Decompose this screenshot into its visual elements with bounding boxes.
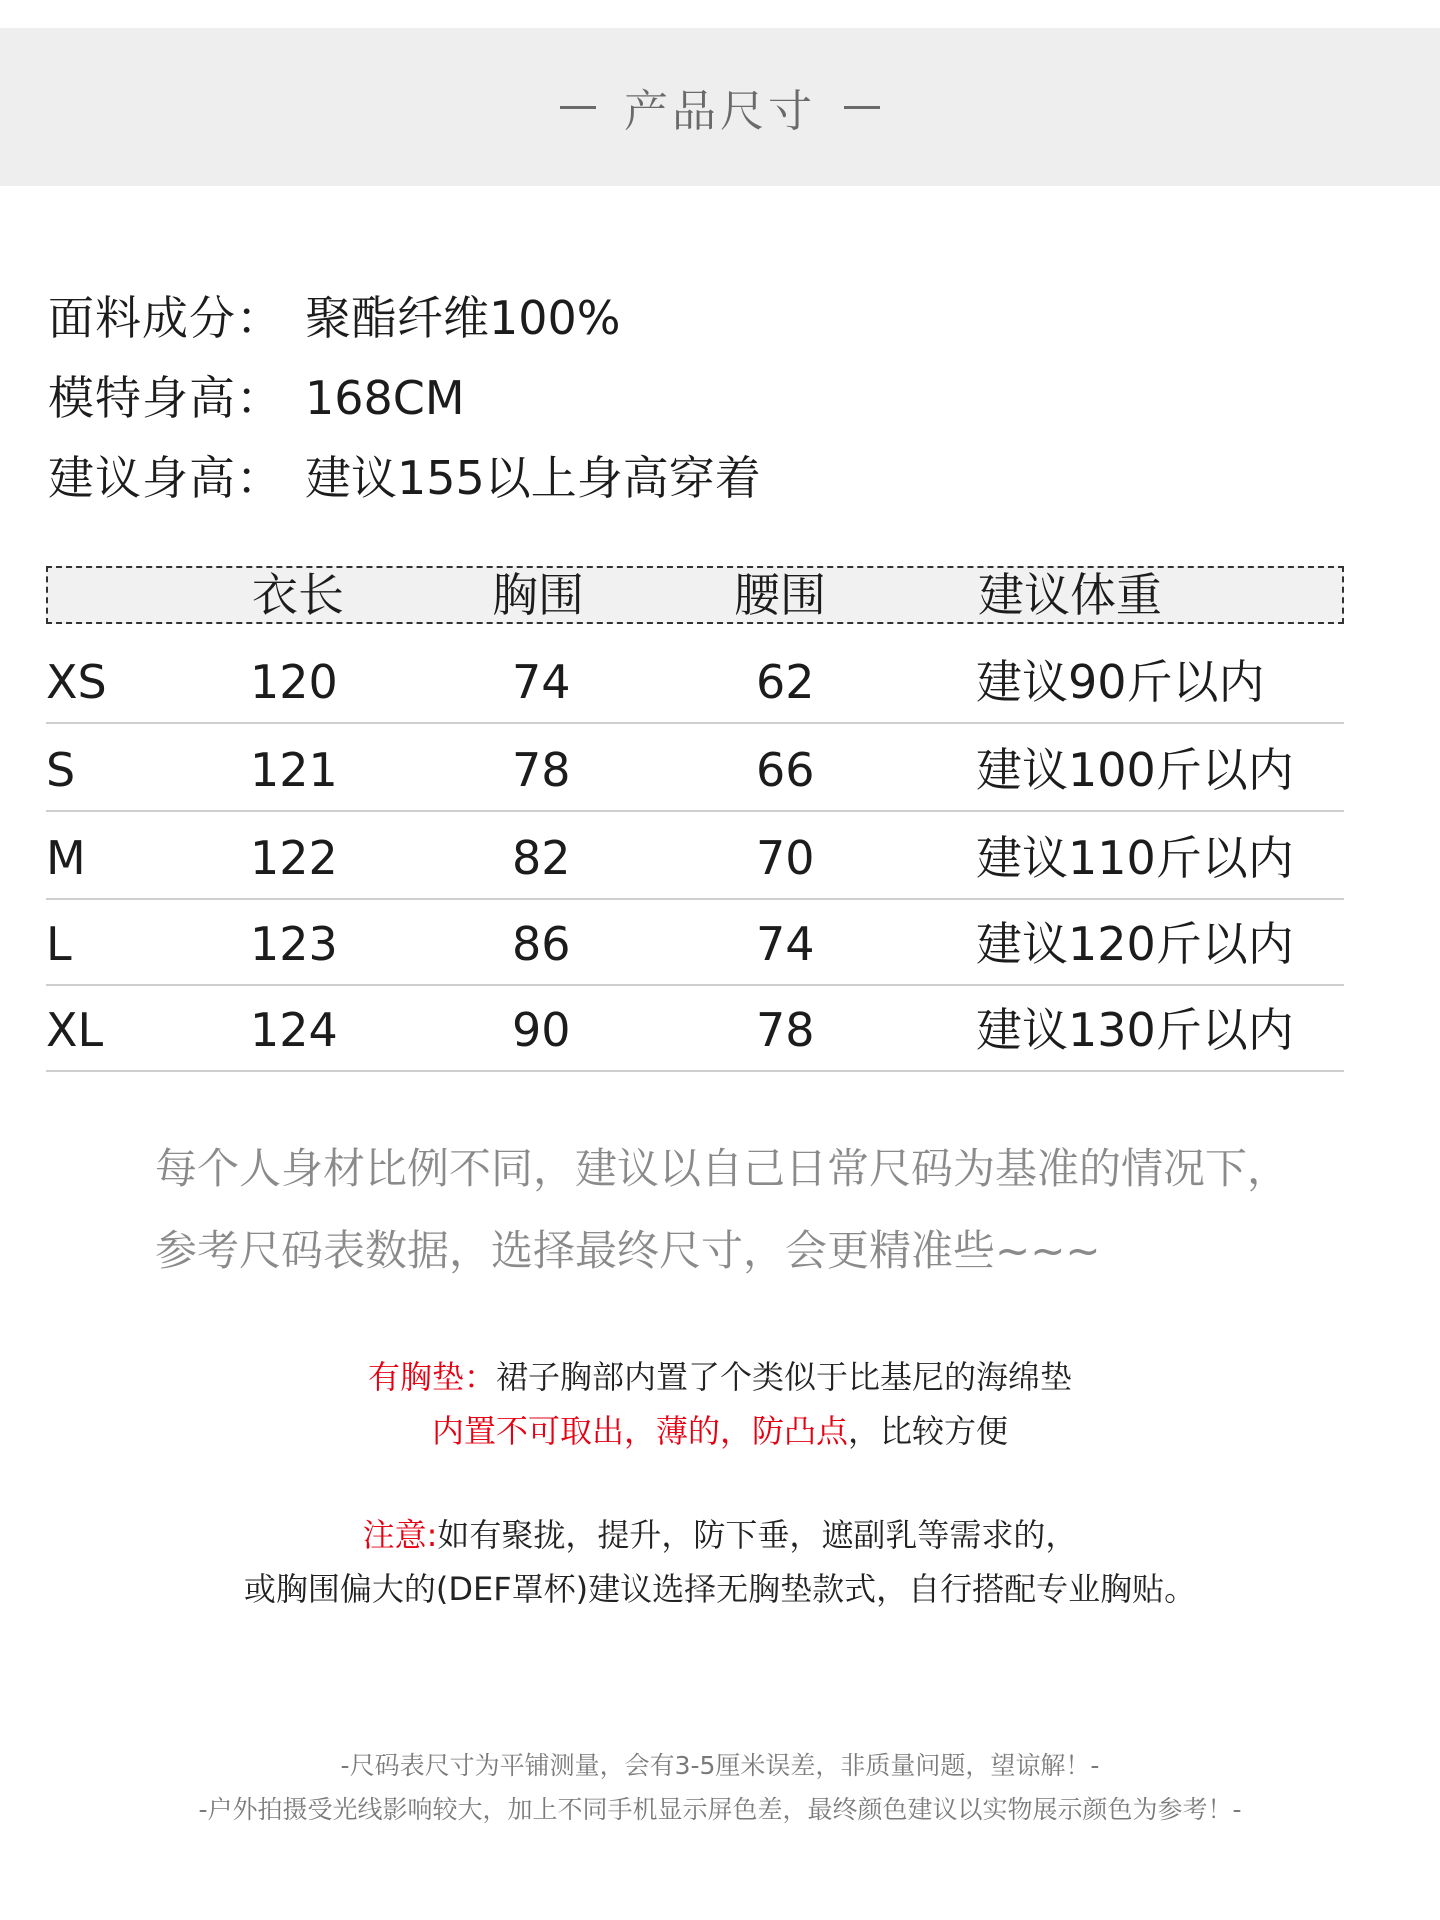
weight-cell: 建议110斤以内	[976, 831, 1294, 885]
size-cell: XL	[46, 1003, 104, 1057]
waist-cell: 70	[756, 831, 815, 885]
column-header-waist: 腰围	[734, 568, 826, 622]
spec-label: 模特身高：	[48, 371, 283, 425]
spec-fabric	[48, 282, 621, 348]
spec-label: 建议身高：	[48, 451, 283, 505]
spec-model-height	[48, 362, 465, 428]
weight-cell: 建议130斤以内	[976, 1003, 1294, 1057]
attention-line-2	[0, 1564, 1440, 1610]
advice-text: 每个人身材比例不同，建议以自己日常尺码为基准的情况下，	[155, 1144, 1290, 1193]
size-cell: M	[46, 831, 86, 885]
table-row	[46, 726, 1344, 812]
size-cell: L	[46, 917, 72, 971]
spec-value: 聚酯纤维100%	[305, 291, 621, 345]
bust-cell: 74	[512, 655, 571, 709]
weight-cell: 建议100斤以内	[976, 743, 1294, 797]
column-header-weight: 建议体重	[978, 568, 1162, 622]
length-cell: 123	[250, 917, 338, 971]
footer-note-1: -尺码表尺寸为平铺测量，会有3-5厘米误差，非质量问题，望谅解！-	[340, 1751, 1100, 1780]
footer-note-2: -户外拍摄受光线影响较大，加上不同手机显示屏色差，最终颜色建议以实物展示颜色为参考！-	[198, 1795, 1242, 1824]
attention-text: 或胸围偏大的(DEF罩杯)建议选择无胸垫款式，自行搭配专业胸贴。	[243, 1570, 1197, 1608]
advice-text: 参考尺码表数据，选择最终尺寸，会更精准些~~~	[155, 1226, 1101, 1275]
pad-note-line-2	[0, 1406, 1440, 1452]
header-dash-left	[560, 106, 596, 109]
pad-note-highlight: 内置不可取出，薄的，防凸点	[431, 1412, 848, 1450]
waist-cell: 74	[756, 917, 815, 971]
length-cell: 121	[250, 743, 338, 797]
bust-cell: 86	[512, 917, 571, 971]
bust-cell: 90	[512, 1003, 571, 1057]
waist-cell: 62	[756, 655, 815, 709]
table-row	[46, 986, 1344, 1072]
attention-line-1	[0, 1510, 1440, 1556]
column-header-length: 衣长	[252, 568, 344, 622]
weight-cell: 建议90斤以内	[976, 655, 1265, 709]
waist-cell: 66	[756, 743, 815, 797]
spec-value: 建议155以上身高穿着	[305, 451, 761, 505]
pad-note-text: 裙子胸部内置了个类似于比基尼的海绵垫	[496, 1358, 1073, 1396]
length-cell: 122	[250, 831, 338, 885]
table-row	[46, 638, 1344, 724]
spec-suggested-height	[48, 442, 761, 508]
size-cell: S	[46, 743, 76, 797]
pad-note-line-1	[0, 1352, 1440, 1398]
spec-label: 面料成分：	[48, 291, 283, 345]
pad-note-label: 有胸垫：	[367, 1358, 496, 1396]
pad-note-text: ，比较方便	[848, 1412, 1009, 1450]
length-cell: 124	[250, 1003, 338, 1057]
attention-text: 如有聚拢，提升，防下垂，遮副乳等需求的，	[437, 1516, 1078, 1554]
column-header-bust: 胸围	[492, 568, 584, 622]
section-header	[0, 28, 1440, 186]
attention-label: 注意:	[362, 1516, 438, 1554]
weight-cell: 建议120斤以内	[976, 917, 1294, 971]
table-row	[46, 814, 1344, 900]
size-table-header	[46, 566, 1344, 624]
header-dash-right	[844, 106, 880, 109]
waist-cell: 78	[756, 1003, 815, 1057]
spec-value: 168CM	[305, 371, 465, 425]
size-cell: XS	[46, 655, 107, 709]
table-row	[46, 900, 1344, 986]
bust-cell: 78	[512, 743, 571, 797]
length-cell: 120	[250, 655, 338, 709]
bust-cell: 82	[512, 831, 571, 885]
section-title: 产品尺寸	[624, 86, 816, 137]
